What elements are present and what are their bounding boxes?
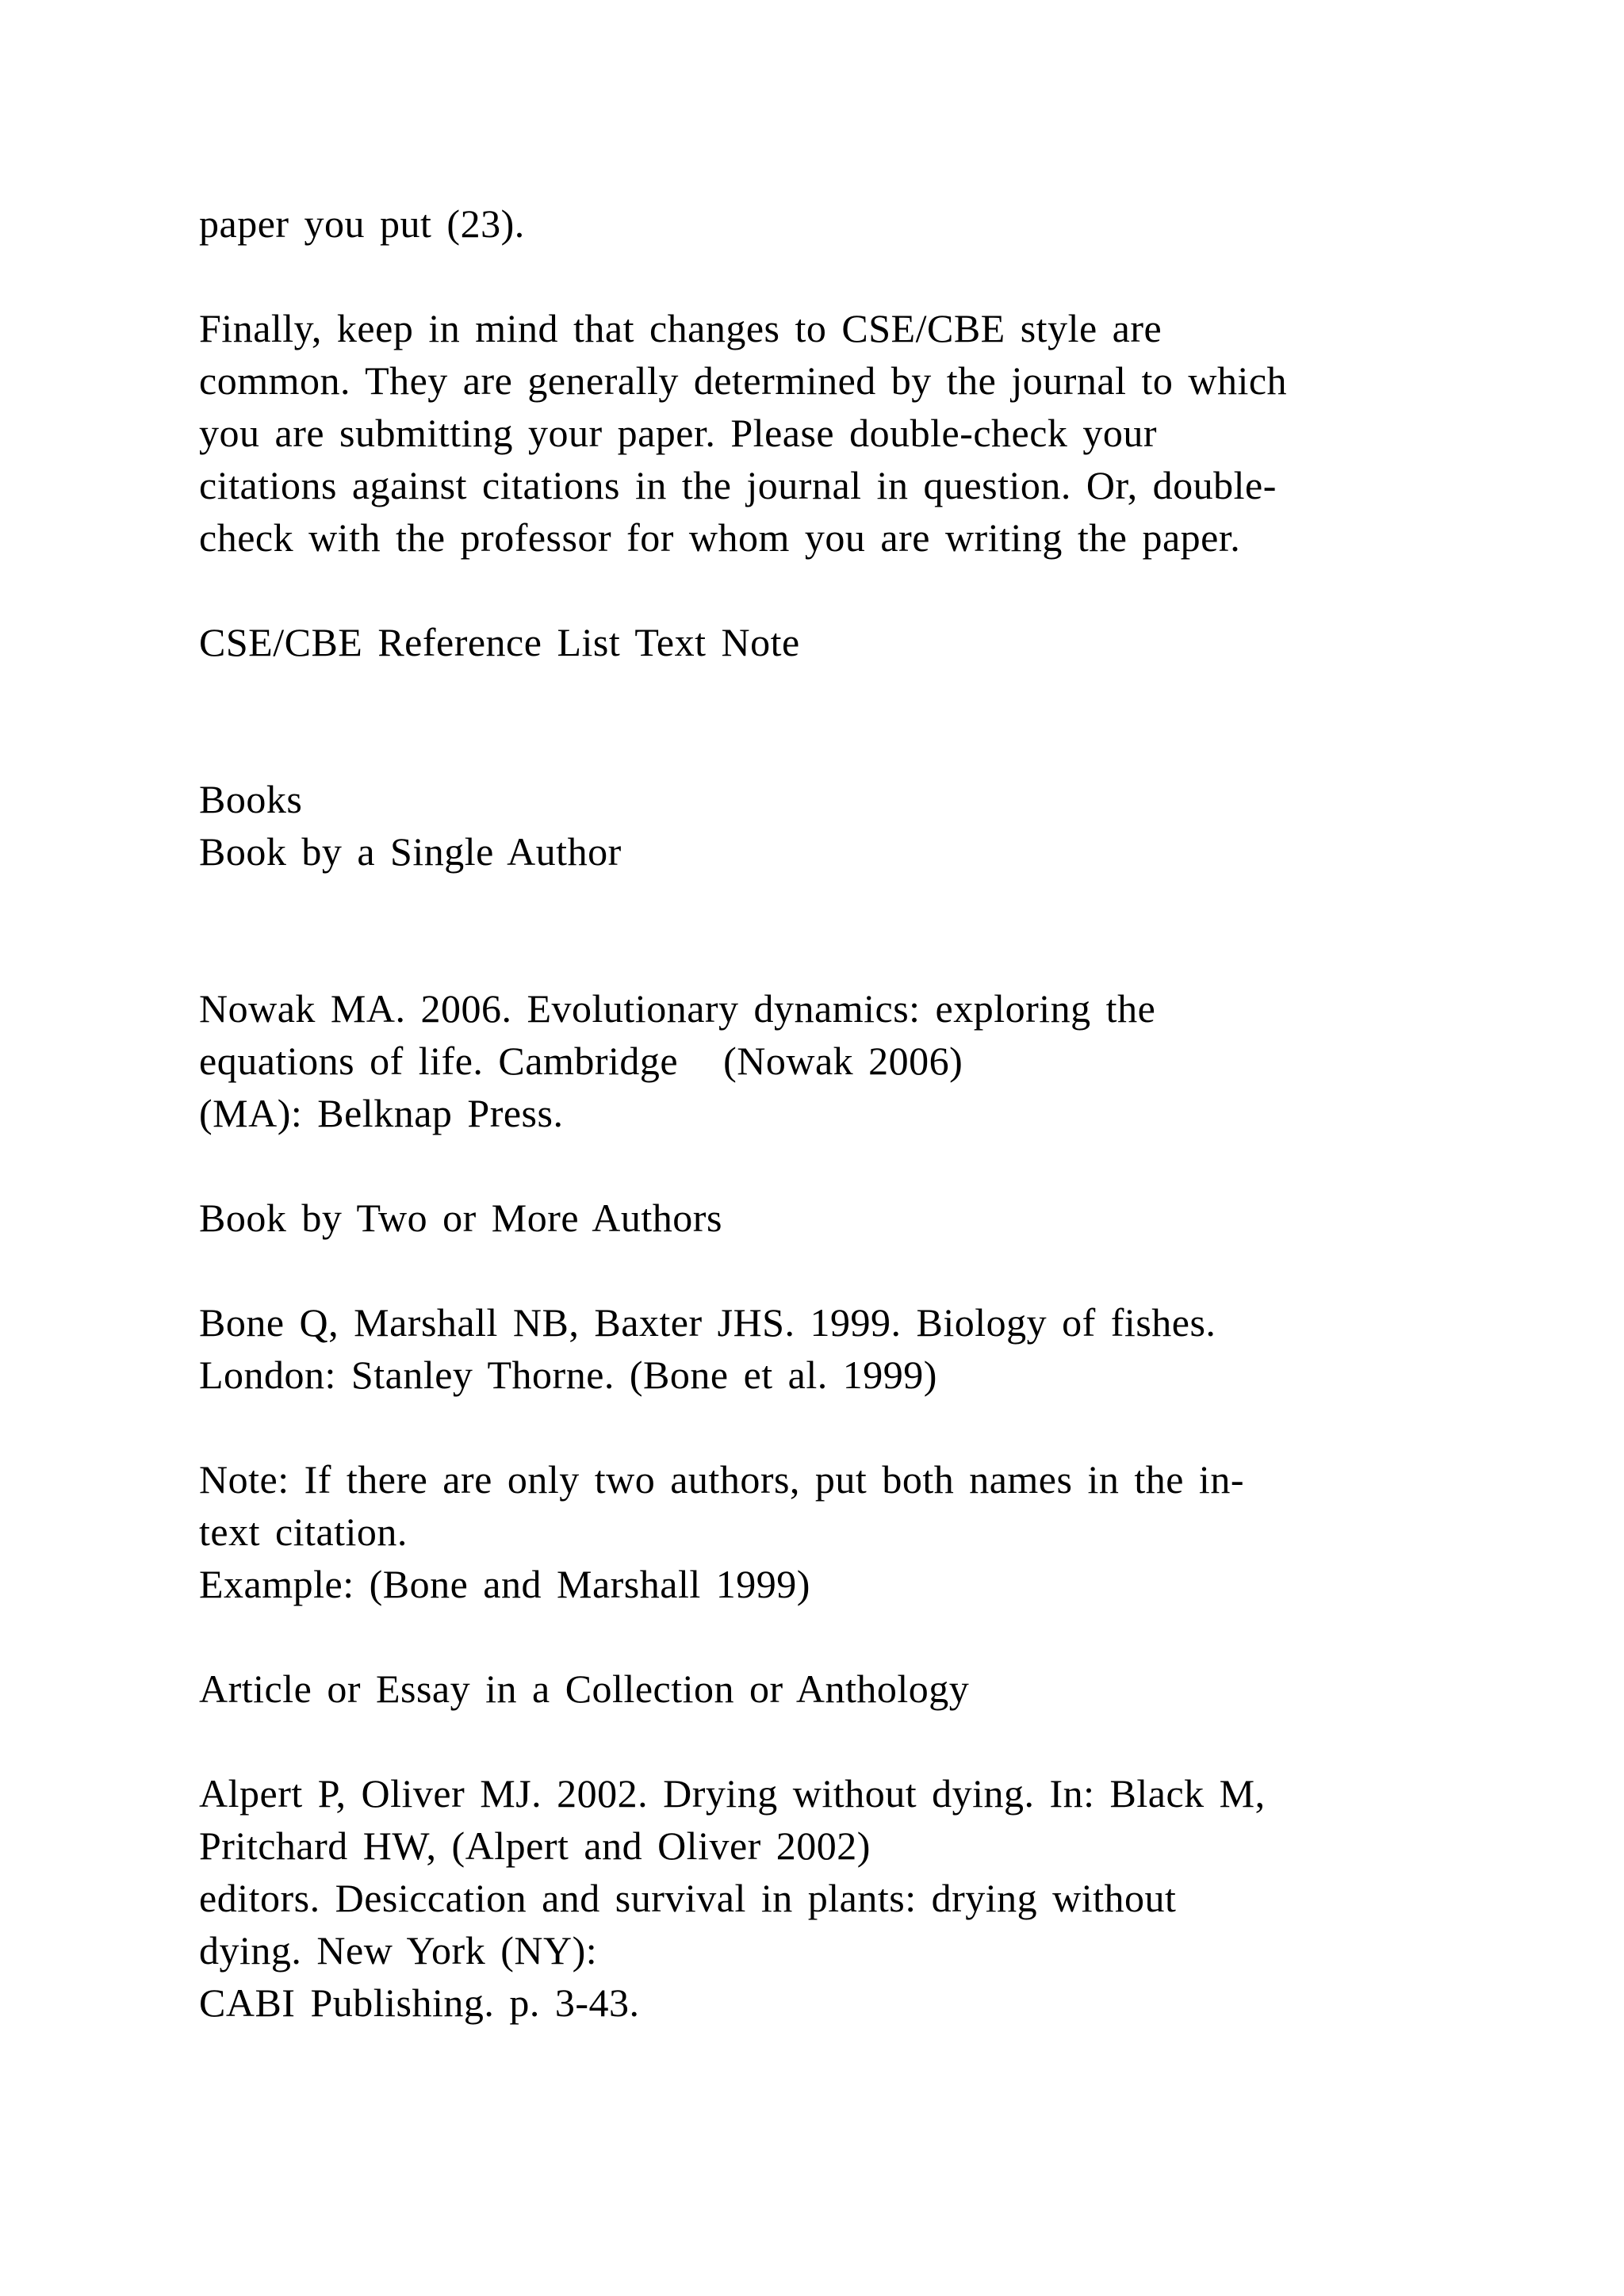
text-line: Note: If there are only two authors, put both names in the in-	[199, 1457, 1244, 1502]
section-heading: Books	[199, 777, 303, 821]
text-line: editors. Desiccation and survival in plants: drying without	[199, 1876, 1177, 1920]
text-line: dying. New York (NY):	[199, 1928, 598, 1973]
text-line: paper you put (23).	[199, 201, 525, 246]
text-line: London: Stanley Thorne. (Bone et al. 1999)	[199, 1353, 937, 1397]
text-line: Nowak MA. 2006. Evolutionary dynamics: exploring the	[199, 986, 1156, 1031]
text-line: check with the professor for whom you are writing the paper.	[199, 515, 1241, 560]
text-line: citations against citations in the journal in question. Or, double-	[199, 463, 1277, 507]
text-line: Example: (Bone and Marshall 1999)	[199, 1562, 810, 1606]
text-line: CABI Publishing. p. 3-43.	[199, 1980, 640, 2025]
text-line: Bone Q, Marshall NB, Baxter JHS. 1999. Biology of fishes.	[199, 1300, 1216, 1345]
text-line: text citation.	[199, 1510, 408, 1554]
section-heading: CSE/CBE Reference List Text Note	[199, 620, 800, 664]
text-line: common. They are generally determined by the journal to which	[199, 358, 1288, 403]
subsection-heading: Article or Essay in a Collection or Anthology	[199, 1667, 970, 1711]
subsection-heading: Book by a Single Author	[199, 829, 622, 874]
text-line: equations of life. Cambridge (Nowak 2006)	[199, 1039, 963, 1083]
text-line: Finally, keep in mind that changes to CSE/CBE style are	[199, 306, 1162, 350]
text-line: you are submitting your paper. Please double-check your	[199, 411, 1158, 455]
text-line: Alpert P, Oliver MJ. 2002. Drying without dying. In: Black M,	[199, 1771, 1266, 1816]
text-line: (MA): Belknap Press.	[199, 1091, 564, 1135]
text-line: Pritchard HW, (Alpert and Oliver 2002)	[199, 1823, 871, 1868]
subsection-heading: Book by Two or More Authors	[199, 1196, 722, 1240]
